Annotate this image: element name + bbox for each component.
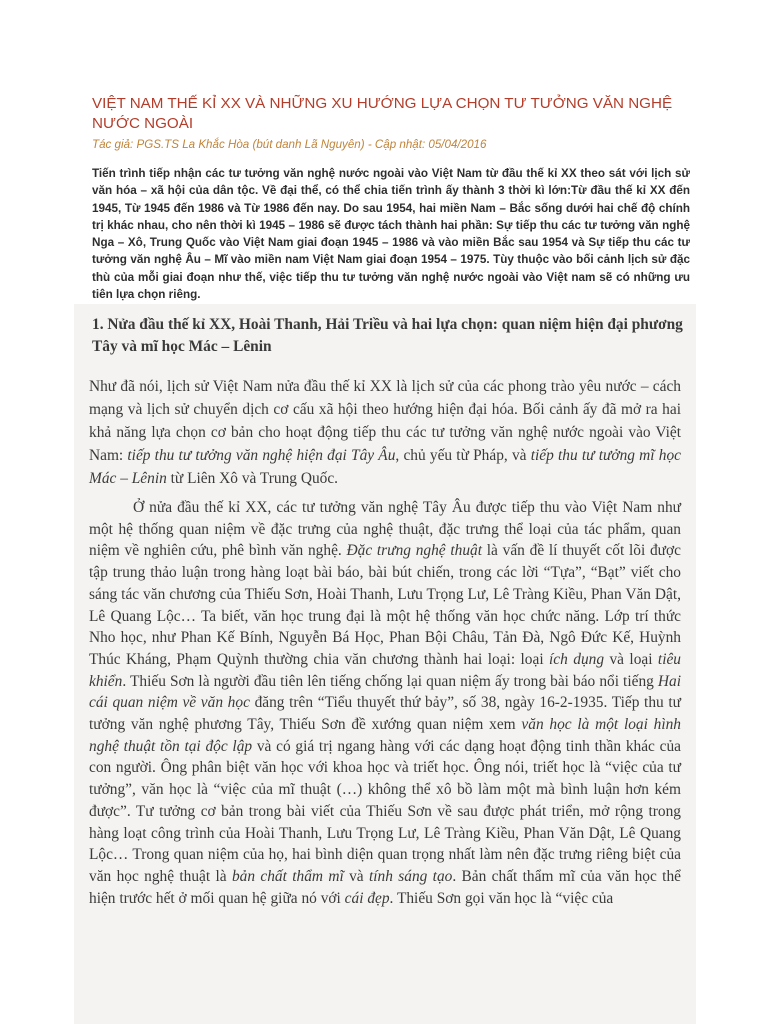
emphasis-text: tiếp thu tư tưởng mĩ học Mác – Lênin bbox=[89, 447, 681, 487]
emphasis-text: tiêu khiển bbox=[89, 650, 682, 690]
paragraph-text: là vấn đề lí thuyết cốt lõi được tập trung thảo luận trong hàng loạt bài báo, bài bút chiến, trong các lời “Tựa”, “Bạt” viết cho sáng tác văn chương của Thiếu Sơn, Hoài Thanh, Lưu Trọng Lư, Lê Tràng Kiều, Phan Văn Dật, Lê Quang Lộc… Ta biết, văn học trung đại là một hệ thống văn học chức năng. Lớp trí thức Nho học, như Phan Kế Bính, Nguyễn Bá Học, Phan Bội Châu, Tản Đà, Ngô Đức Kế, Huỳnh Thúc Kháng, Phạm Quỳnh thường chia văn chương thành hai loại: loại bbox=[89, 542, 681, 668]
paragraph-text: . Bản chất thẩm mĩ của văn học thể hiện trước hết ở mối quan hệ giữa nó với bbox=[89, 867, 681, 907]
paragraph-text: . Thiếu Sơn gọi văn học là “việc của bbox=[389, 889, 614, 907]
article-meta: Tác giả: PGS.TS La Khắc Hòa (bút danh Lã Nguyên) - Cập nhật: 05/04/2016 bbox=[92, 138, 487, 151]
article-abstract: Tiến trình tiếp nhận các tư tưởng văn nghệ nước ngoài vào Việt Nam từ đầu thế kỉ XX theo sát với lịch sử văn hóa – xã hội của dân tộc. Về đại thể, có thể chia tiến trình ấy thành 3 thời kì lớn:Từ đầu thế kỉ XX đến 1945, Từ 1945 đến 1986 và Từ 1986 đến nay. Do sau 1954, hai miền Nam – Bắc sống dưới hai chế độ chính trị khác nhau, cho nên thời kì 1945 – 1986 sẽ được tách thành hai phần: Sự tiếp thu các tư tưởng văn nghệ Nga – Xô, Trung Quốc vào Việt Nam giai đoạn 1945 – 1986 và vào miền Bắc sau 1954 và Sự tiếp thu các tư tưởng văn nghệ Âu – Mĩ vào miền nam Việt Nam giai đoạn 1954 – 1975. Tùy thuộc vào bối cảnh lịch sử đặc thù của mỗi giai đoạn như thế, việc tiếp thu tư tưởng văn nghệ nước ngoài vào Việt nam sẽ có những ưu tiên lựa chọn riêng. bbox=[92, 167, 690, 302]
article-title: VIỆT NAM THẾ KỈ XX VÀ NHỮNG XU HƯỚNG LỰA CHỌN TƯ TƯỞNG VĂN NGHỆ NƯỚC NGOÀI bbox=[92, 95, 673, 132]
paragraph-text: và loại bbox=[604, 650, 658, 668]
emphasis-text: văn học là một loại hình nghệ thuật tồn tại độc lập bbox=[89, 716, 682, 755]
emphasis-text: cái đẹp bbox=[344, 889, 390, 907]
emphasis-text: tiếp thu tư tưởng văn nghệ hiện đại Tây Âu bbox=[127, 447, 396, 464]
paragraph-text: Như đã nói, lịch sử Việt Nam nửa đầu thế kỉ XX là lịch sử của các phong trào yêu nước – cách mạng và lịch sử chuyển dịch cơ cấu xã hội theo hướng hiện đại hóa. Bối cảnh ấy đã mở ra hai khả năng lựa chọn cơ bản cho hoạt động tiếp thu các tư tưởng văn nghệ nước ngoài vào Việt Nam: bbox=[89, 378, 681, 464]
paragraph-text: và bbox=[343, 867, 369, 885]
emphasis-text: Hai cái quan niệm về văn học bbox=[89, 672, 681, 712]
paragraph-1 bbox=[89, 375, 681, 490]
emphasis-text: Đặc trưng nghệ thuật bbox=[346, 542, 483, 560]
paragraph-text: . Thiếu Sơn là người đầu tiên lên tiếng chống lại quan niệm ấy trong bài báo nổi tiếng bbox=[122, 672, 658, 690]
emphasis-text: ích dụng bbox=[549, 650, 605, 668]
emphasis-text: tính sáng tạo bbox=[368, 867, 453, 885]
paragraph-text: , chủ yếu từ Pháp, và bbox=[395, 447, 531, 464]
paragraph-text: đăng trên “Tiểu thuyết thứ bảy”, số 38, ngày 16-2-1935. Tiếp thu tư tưởng văn nghệ phương Tây, Thiếu Sơn đề xướng quan niệm xem bbox=[89, 694, 681, 734]
paragraph-text: từ Liên Xô và Trung Quốc. bbox=[166, 470, 339, 487]
paragraph-text: Ở nửa đầu thế kỉ XX, các tư tưởng văn nghệ Tây Âu được tiếp thu vào Việt Nam như một hệ thống quan niệm về đặc trưng của nghệ thuật, đặc trưng thể loại của tác phẩm, quan niệm về nghiên cứu, phê bình văn nghệ. bbox=[89, 499, 681, 560]
paragraph-2 bbox=[89, 497, 681, 909]
emphasis-text: bản chất thẩm mĩ bbox=[231, 867, 344, 885]
paragraph-text: và có giá trị ngang hàng với các dạng hoạt động tinh thần khác của con người. Ông phân biệt văn học với khoa học và triết học. Ông nói, triết học là “việc của tư tưởng”, văn học là “việc của mĩ thuật (…) không thể xô bồ làm một mà bình luận hơn kém được”. Tư tưởng cơ bản trong bài viết của Thiếu Sơn về sau được phát triển, mở rộng trong hàng loạt công trình của Hoài Thanh, Lưu Trọng Lư, Lê Tràng Kiều, Phan Văn Dật, Lê Quang Lộc… Trong quan niệm của họ, hai bình diện quan trọng nhất làm nên đặc trưng riêng biệt của văn học nghệ thuật là bbox=[89, 737, 681, 885]
section-heading: 1. Nửa đầu thế kỉ XX, Hoài Thanh, Hải Triều và hai lựa chọn: quan niệm hiện đại phương Tây và mĩ học Mác – Lênin bbox=[92, 316, 683, 355]
